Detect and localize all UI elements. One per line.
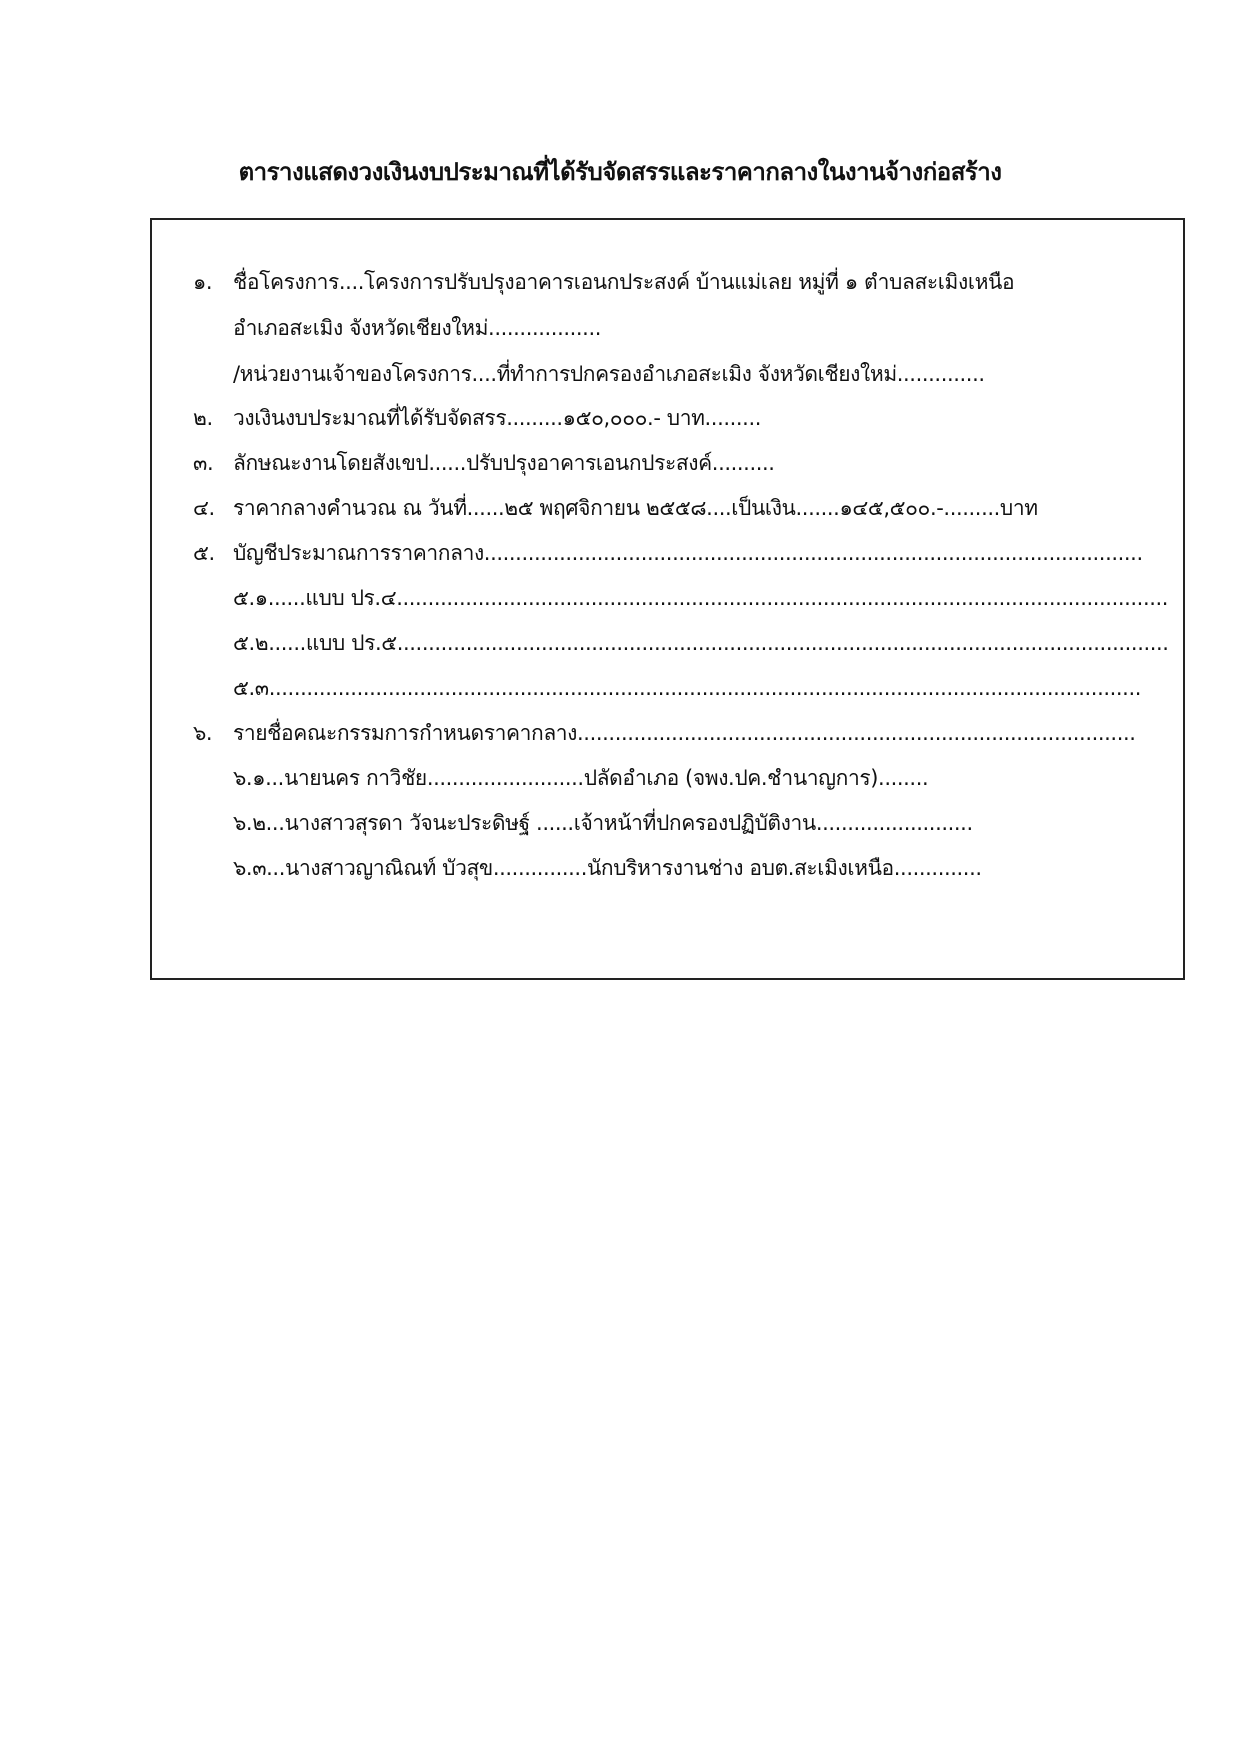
- item-6-1-line: ๖.๑...นายนคร กาวิชัย.........................ปลัดอำเภอ (จพง.ปค.ชำนาญการ)........: [233, 766, 929, 790]
- item-5-1-line: ๕.๑......แบบ ปร.๔...........................................................................................................................: [233, 586, 1169, 610]
- item-6-line: [193, 719, 1136, 747]
- item-4-text: ราคากลางคำนวณ ณ วันที่......๒๕ พฤศจิกายน ๒๕๕๘....เป็นเงิน.......๑๔๕,๕๐๐.-.........บาท: [233, 496, 1038, 520]
- item-2-line: [193, 404, 761, 432]
- item-3-text: ลักษณะงานโดยสังเขป......ปรับปรุงอาคารเอนกประสงค์..........: [233, 451, 775, 475]
- item-5-3-line: ๕.๓...........................................................................................................................................: [233, 676, 1141, 700]
- item-2-number: ๒.: [193, 406, 213, 430]
- item-6-2-line: ๖.๒...นางสาวสุรดา วัจนะประดิษฐ์ ......เจ้าหน้าที่ปกครองปฏิบัติงาน.........................: [233, 811, 973, 835]
- item-6-number: ๖.: [193, 721, 213, 745]
- item-1-line-1: [193, 268, 1014, 296]
- item-4-line: [193, 494, 1038, 522]
- item-4-number: ๔.: [193, 496, 215, 520]
- item-5-2-line: ๕.๒......แบบ ปร.๕...........................................................................................................................: [233, 631, 1169, 655]
- item-1-line-2: อำเภอสะเมิง จังหวัดเชียงใหม่..................: [233, 316, 601, 340]
- item-1-line-3: /หน่วยงานเจ้าของโครงการ....ที่ทำการปกครองอำเภอสะเมิง จังหวัดเชียงใหม่..............: [233, 362, 985, 386]
- item-2-text: วงเงินงบประมาณที่ได้รับจัดสรร.........๑๕๐,๐๐๐.- บาท.........: [233, 406, 762, 430]
- item-6-3-line: ๖.๓...นางสาวญาณิณท์ บัวสุข...............นักบริหารงานช่าง อบต.สะเมิงเหนือ..............: [233, 856, 982, 880]
- item-3-number: ๓.: [193, 451, 214, 475]
- item-1-text: ชื่อโครงการ....โครงการปรับปรุงอาคารเอนกประสงค์ บ้านแม่เลย หมู่ที่ ๑ ตำบลสะเมิงเหนือ: [233, 270, 1015, 294]
- item-5-text: บัญชีประมาณการราคากลาง.........................................................................................................: [233, 541, 1143, 565]
- item-3-line: [193, 449, 775, 477]
- document-title: ตารางแสดงวงเงินงบประมาณที่ได้รับจัดสรรและราคากลางในงานจ้างก่อสร้าง: [238, 158, 1002, 186]
- item-5-line: [193, 539, 1143, 567]
- item-6-text: รายชื่อคณะกรรมการกำหนดราคากลาง.........................................................................................: [233, 721, 1136, 745]
- item-5-number: ๕.: [193, 541, 215, 565]
- item-1-number: ๑.: [193, 270, 213, 294]
